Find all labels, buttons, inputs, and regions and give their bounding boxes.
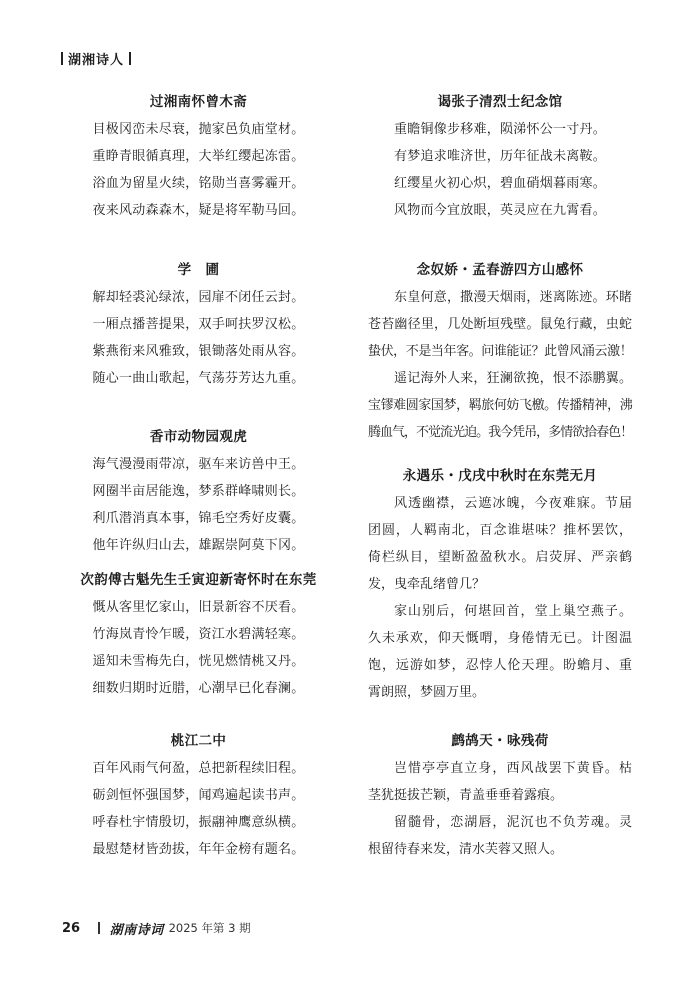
poem-section — [75, 423, 322, 559]
magazine-logo: 湖南诗词 — [109, 922, 164, 938]
poem-title: 过湘南怀曾木斋 — [149, 94, 248, 110]
poem-line: 红缨星火初心炽，碧血硝烟暮雨寒。 — [393, 176, 606, 191]
poem-line: 夜来风动森森木，疑是将军勒马回。 — [92, 203, 305, 218]
poem-line: 家山别后，何堪回首，堂上巢空燕子。 — [394, 604, 632, 619]
poem-line: 他年许纵归山去，雄踞崇阿莫下冈。 — [92, 538, 305, 553]
poem-line: 网圈半亩居能逸，梦系群峰啸则长。 — [92, 484, 305, 499]
poem-line: 团圆，人羁南北，百念谁堪味？推杯罢饮， — [368, 523, 632, 538]
poem-title: 次韵傅古魁先生壬寅迎新寄怀时在东莞 — [80, 572, 317, 588]
poem-line: 解却轻裘沁绿浓，园扉不闭任云封。 — [92, 290, 305, 305]
footer-divider — [98, 922, 100, 934]
poem-section — [75, 566, 322, 702]
poem-line: 留髓骨，恋湖唇，泥沉也不负芳魂。灵 — [394, 815, 632, 830]
poem-line: 目极冈峦未尽衰，抛家邑负庙堂材。 — [92, 122, 305, 137]
poem-title: 桃江二中 — [170, 733, 227, 749]
poem-line: 霄朗照，梦圆万里。 — [368, 685, 486, 700]
poem-line: 风物而今宜放眼，英灵应在九霄看。 — [393, 203, 606, 218]
page-number: 26 — [62, 920, 81, 936]
poem-line: 久未承欢，仰天慨喟，身倦情无已。计图温 — [368, 631, 632, 646]
poem-line: 宝镠难圆家国梦，羁旅何妨飞檄。传播精神，沸 — [368, 398, 632, 413]
poem-line: 重瞻铜像步移难，陨涕怀公一寸丹。 — [393, 122, 606, 137]
poem-line: 腾血气，不觉流光迫。我今凭吊，多情欲拾春色！ — [368, 425, 632, 440]
poem-line: 根留待春来发，清水芙蓉又照人。 — [368, 842, 564, 857]
section-header — [61, 50, 131, 66]
poem-line: 苍苔幽径里，几处断垣残壁。鼠兔行藏，虫蛇 — [368, 317, 632, 332]
poem-line: 随心一曲山歌起，气荡芬芳达九重。 — [92, 371, 305, 386]
poem-line: 慨从客里忆家山，旧景新容不厌看。 — [92, 600, 305, 615]
poem-line: 呼春杜宇情殷切，振翮神鹰意纵横。 — [92, 815, 305, 830]
poem-line: 茎犹挺拔芒颖，青盖垂垂着露痕。 — [368, 788, 564, 803]
poem-title: 念奴娇・孟春游四方山感怀 — [416, 262, 584, 278]
poem-section — [75, 727, 322, 863]
issue-label: 2025 年第 3 期 — [168, 921, 251, 935]
poem-line: 东皇何意，撒漫天烟雨，迷离陈迹。环睹 — [394, 290, 632, 305]
header-divider-right — [129, 52, 131, 65]
section-label: 湖湘诗人 — [68, 52, 125, 68]
poem-title: 香市动物园观虎 — [149, 429, 248, 445]
poem-title: 鹧鸪天・咏残荷 — [451, 733, 549, 749]
poem-title: 学 圃 — [177, 262, 220, 278]
poem-section — [368, 462, 632, 706]
poem-section — [368, 256, 632, 446]
poem-title: 谒张子清烈士纪念馆 — [437, 94, 563, 110]
poem-line: 最慰楚材皆劲拔，年年金榜有题名。 — [92, 842, 305, 857]
poem-section — [368, 88, 632, 224]
poem-line: 风透幽襟，云遮冰魄，今夜难寐。节届 — [394, 496, 632, 511]
poem-line: 砺剑恒怀强国梦，闻鸡遍起读书声。 — [92, 788, 305, 803]
poem-line: 饱，远游如梦，忍悖人伦天理。盼蟾月、重 — [368, 658, 632, 673]
poem-line: 浴血为留星火续，铭勋当喜雾霾开。 — [92, 176, 305, 191]
poem-section — [75, 88, 322, 224]
header-divider-left — [61, 52, 63, 65]
poem-line: 紫燕衔来风雅致，银锄落处雨从容。 — [92, 344, 305, 359]
poem-section — [75, 256, 322, 392]
page-footer — [62, 920, 251, 936]
poem-section — [368, 727, 632, 863]
poem-line: 倚栏纵目，望断盈盈秋水。启荧屏、严亲鹤 — [368, 550, 632, 565]
poem-line: 竹海岚青怜乍暖，资江水碧满轻寒。 — [92, 627, 305, 642]
poem-line: 发，曳牵乱绪曾几？ — [368, 577, 486, 592]
poem-line: 岂惜亭亭直立身，西风战罢下黄昏。枯 — [394, 761, 632, 776]
poem-line: 蛰伏，不是当年客。问谁能证？此曾风涌云激！ — [368, 344, 632, 359]
poem-line: 有梦追求唯济世，历年征战未离鞍。 — [393, 149, 606, 164]
poem-line: 一厢点播菩提果，双手呵扶罗汉松。 — [92, 317, 305, 332]
poem-line: 百年风雨气何盈，总把新程续旧程。 — [92, 761, 305, 776]
poem-line: 重睁青眼循真理，大举红缨起冻雷。 — [92, 149, 305, 164]
poem-title: 永遇乐・戊戌中秋时在东莞无月 — [402, 468, 598, 484]
poem-line: 遥记海外人来，狂澜欲挽，恨不添鹏翼。 — [394, 371, 632, 386]
poem-line: 海气漫漫雨带凉，驱车来访兽中王。 — [92, 457, 305, 472]
poem-line: 遥知未雪梅先白，恍见燃情桃又丹。 — [92, 654, 305, 669]
poem-line: 细数归期时近腊，心潮早已化春澜。 — [92, 681, 305, 696]
poem-line: 利爪潜消真本事，锦毛空秀好皮囊。 — [92, 511, 305, 526]
